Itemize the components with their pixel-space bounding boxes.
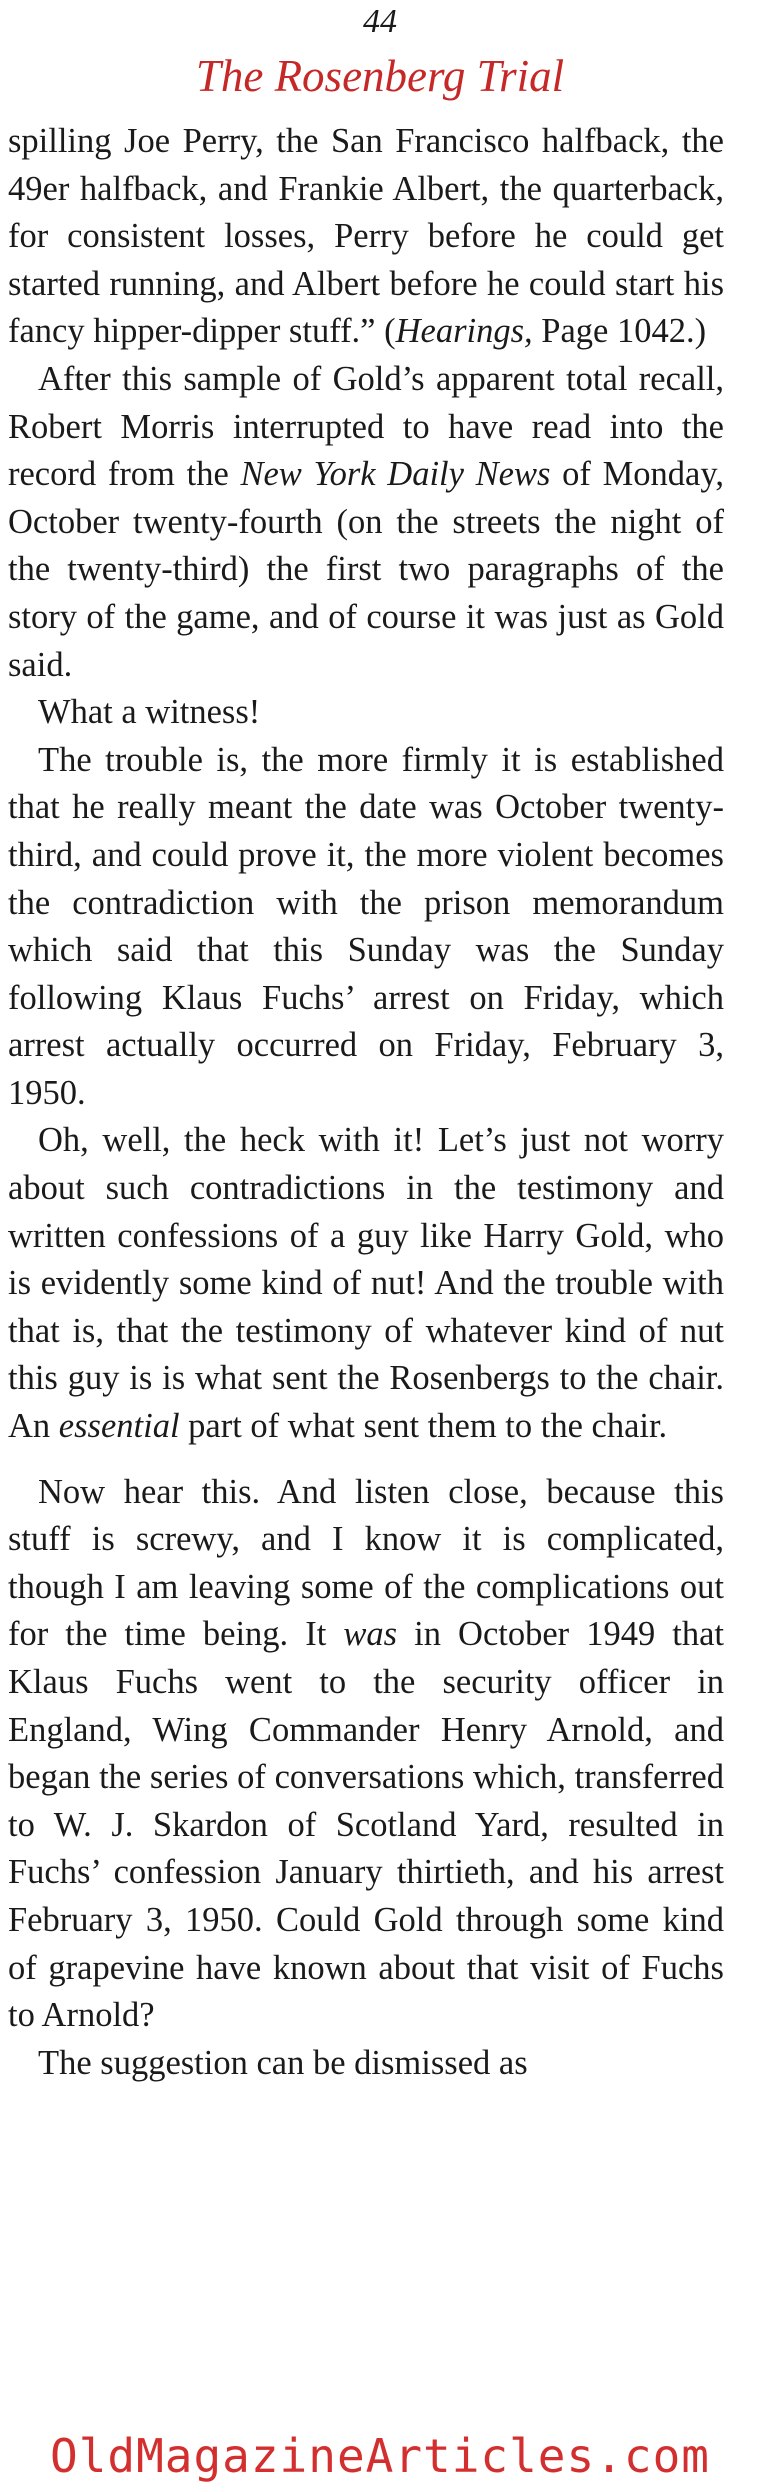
- paragraph-1-text: spilling Joe Perry, the San Francisco halfback, the 49er halfback, and Frankie Albert, the quarterback, for consistent losses, Perry before he could get started running, and Albert before he could start his fancy hipper-dipper stuff.”: [8, 122, 724, 351]
- paragraph-7: The suggestion can be dismissed as: [38, 2043, 528, 2082]
- publication-name: New York Daily News: [240, 455, 551, 494]
- citation-title: Hearings,: [395, 312, 533, 351]
- paragraph-6-emphasis: was: [343, 1615, 398, 1654]
- paragraph-5: [8, 1117, 724, 1450]
- paragraph-6: [8, 1469, 724, 2040]
- paragraph-2: [8, 356, 724, 689]
- paragraph-5-after: part of what sent them to the chair.: [179, 1407, 668, 1446]
- article-body: [8, 118, 724, 2087]
- paragraph-3: What a witness!: [38, 693, 261, 732]
- page-number: 44: [363, 3, 397, 40]
- citation-open: (: [384, 312, 396, 351]
- paragraph-6-after: in October 1949 that Klaus Fuchs went to the security officer in England, Wing Commander Henry Arnold, and began the series of conversations which, transferred to W. J. Skardon of Scotland Yard, resulted in Fuchs’ confession January thirtieth, and his arrest February 3, 1950. Could Gold through some kind of grapevine have known about that visit of Fuchs to Arnold?: [8, 1615, 725, 2035]
- running-title: The Rosenberg Trial: [195, 51, 565, 101]
- paragraph-1: [8, 118, 724, 356]
- paragraph-5-emphasis: essential: [58, 1407, 180, 1446]
- paragraph-2-after: of Monday, October twenty-fourth (on the streets the night of the twenty-third) the first two paragraphs of the story of the game, and of course it was just as Gold said.: [8, 455, 724, 684]
- paragraph-5-before: Oh, well, the heck with it! Let’s just not worry about such contradictions in the testimony and written confessions of a guy like Harry Gold, who is evidently some kind of nut! And the trouble with that is, that the testimony of whatever kind of nut this guy is is what sent the Rosenbergs to the chair. An: [8, 1121, 724, 1446]
- citation-page: Page 1042.): [532, 312, 707, 351]
- paragraph-2-before: After this sample of Gold’s apparent total recall, Robert Morris interrupted to have read into the record from the: [8, 359, 724, 494]
- paragraph-4: The trouble is, the more firmly it is established that he really meant the date was October twenty-third, and could prove it, the more violent becomes the contradiction with the prison memorandum which said that this Sunday was the Sunday following Klaus Fuchs’ arrest on Friday, which arrest actually occurred on Friday, February 3, 1950.: [8, 740, 724, 1112]
- paragraph-6-before: Now hear this. And listen close, because this stuff is screwy, and I know it is complicated, though I am leaving some of the complications out for the time being. It: [8, 1472, 724, 1654]
- site-watermark: OldMagazineArticles.com: [50, 2429, 710, 2483]
